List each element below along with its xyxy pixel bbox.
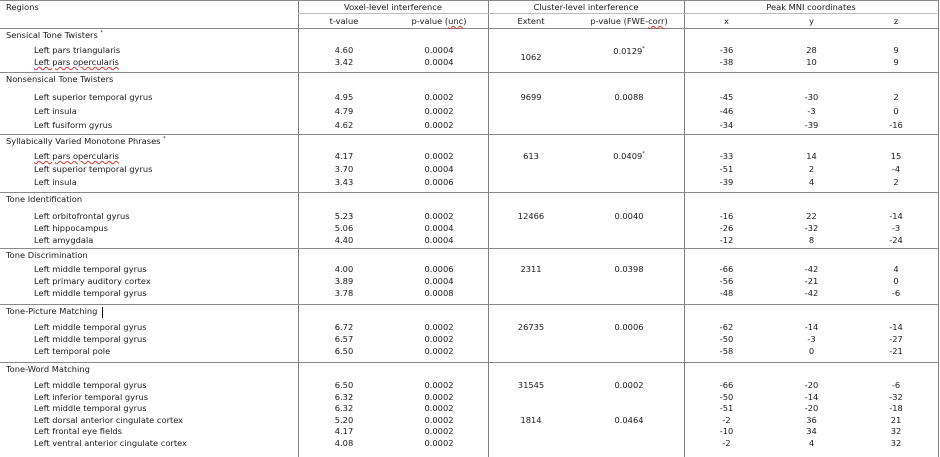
t-value-cell: 6.57 <box>334 334 354 344</box>
section-title-text: Syllabically Varied Monotone Phrases <box>6 136 161 146</box>
p-unc-cell: 0.0004 <box>424 57 454 67</box>
p-unc-cell: 0.0002 <box>424 438 454 448</box>
region-text: Left ventral anterior cingulate cortex <box>34 438 187 448</box>
region-text: Left orbitofrontal gyrus <box>34 211 130 221</box>
t-value-cell: 5.20 <box>334 415 354 425</box>
t-value-cell: 6.32 <box>334 392 354 402</box>
p-unc-cell: 0.0002 <box>424 322 454 332</box>
region-text: Left middle temporal gyrus <box>34 322 147 332</box>
y-coord-cell: -30 <box>804 92 819 102</box>
t-value-cell: 4.40 <box>334 235 354 245</box>
regions-header: Regions <box>6 2 39 12</box>
section-rule <box>0 248 939 249</box>
x-coord-cell: -50 <box>719 392 734 402</box>
extent-cell: 2311 <box>520 264 542 274</box>
t-value-cell: 6.50 <box>334 380 354 390</box>
x-coord-cell: -16 <box>719 211 734 221</box>
region-text: Left insula <box>34 106 77 116</box>
region-text: Left middle temporal gyrus <box>34 288 147 298</box>
t-value-cell: 3.89 <box>334 276 354 286</box>
t-value-cell: 3.42 <box>334 57 354 67</box>
region-label <box>34 346 110 357</box>
t-value-cell: 4.62 <box>334 120 354 130</box>
z-coord-cell: 9 <box>893 57 899 67</box>
t-value-cell: 3.43 <box>334 177 354 187</box>
y-coord-cell: 14 <box>806 151 817 161</box>
y-coord-cell: -3 <box>807 106 816 116</box>
p-unc-cell: 0.0002 <box>424 426 454 436</box>
z-coord-cell: 32 <box>890 426 902 436</box>
p-unc-suffix: ) <box>463 16 467 26</box>
section-title-text: Tone Discrimination <box>6 250 88 260</box>
significance-star: * <box>642 151 645 158</box>
region-text: Left middle temporal gyrus <box>34 403 147 413</box>
y-coord-cell: -32 <box>804 223 819 233</box>
z-coord-cell: 0 <box>893 106 899 116</box>
region-label <box>34 415 183 426</box>
extent-cell: 1814 <box>520 415 542 425</box>
p-unc-cell: 0.0002 <box>424 211 454 221</box>
y-coord-cell: 4 <box>808 438 815 448</box>
z-coord-cell: -4 <box>891 164 901 174</box>
extent-cell: 1062 <box>520 52 542 62</box>
region-text: Left superior temporal gyrus <box>34 164 153 174</box>
y-coord-cell: -3 <box>807 334 816 344</box>
section-rule <box>0 134 939 135</box>
region-label <box>34 264 147 275</box>
p-unc-cell: 0.0006 <box>424 264 454 274</box>
region-text: Left superior temporal gyrus <box>34 92 153 102</box>
region-label <box>34 92 152 103</box>
voxel-group-header: Voxel-level interference <box>344 2 442 12</box>
x-coord-cell: -45 <box>719 92 734 102</box>
p-unc-prefix: p-value ( <box>411 16 449 26</box>
extent-cell: 26735 <box>517 322 545 332</box>
region-label <box>34 426 122 437</box>
region-label <box>34 288 147 299</box>
x-coord-cell: -36 <box>719 45 734 55</box>
p-unc-cell: 0.0002 <box>424 403 454 413</box>
p-unc-cell: 0.0004 <box>424 276 454 286</box>
z-coord-cell: -18 <box>889 403 903 413</box>
region-label <box>34 322 147 333</box>
y-coord-cell: -42 <box>804 264 819 274</box>
p-unc-mark: unc <box>448 16 464 26</box>
t-value-cell: 3.70 <box>334 164 354 174</box>
z-coord-cell: -21 <box>889 346 903 356</box>
p-unc-cell: 0.0004 <box>424 164 454 174</box>
y-coord-cell: -21 <box>804 276 819 286</box>
region-text: Left fusiform gyrus <box>34 120 113 130</box>
p-unc-cell: 0.0002 <box>424 92 454 102</box>
y-coord-cell: 2 <box>808 164 815 174</box>
y-coord-cell: -20 <box>804 380 819 390</box>
extent-cell: 9699 <box>520 92 542 102</box>
region-text: Left inferior temporal gyrus <box>34 392 149 402</box>
p-unc-cell: 0.0002 <box>424 415 454 425</box>
x-coord-cell: -50 <box>719 334 734 344</box>
x-header: x <box>724 16 729 26</box>
t-value-cell: 4.08 <box>334 438 354 448</box>
extent-cell: 31545 <box>517 380 545 390</box>
section-rule <box>0 362 939 363</box>
extent-cell: 12466 <box>517 211 545 221</box>
p-fwe-value: 0.0409 <box>613 151 643 161</box>
z-coord-cell: 2 <box>893 92 899 102</box>
significance-star: * <box>163 136 166 143</box>
region-text: Left amygdala <box>34 235 94 245</box>
p-unc-cell: 0.0002 <box>424 346 454 356</box>
t-value-cell: 3.78 <box>334 288 354 298</box>
section-title-text: Tone-Picture Matching <box>6 306 98 316</box>
y-coord-cell: 28 <box>806 45 817 55</box>
t-value-cell: 5.06 <box>334 223 354 233</box>
region-label <box>34 403 147 414</box>
section-title-text: Sensical Tone Twisters <box>6 30 98 40</box>
y-coord-cell: -20 <box>804 403 819 413</box>
region-label <box>34 45 120 56</box>
z-coord-cell: 4 <box>893 264 899 274</box>
t-value-cell: 4.95 <box>334 92 354 102</box>
section-title <box>6 250 88 261</box>
section-title <box>6 74 113 85</box>
p-fwe-header <box>574 16 684 27</box>
t-value-cell: 4.17 <box>334 151 354 161</box>
p-fwe-cell <box>574 415 684 426</box>
significance-star: * <box>642 46 645 53</box>
region-label <box>34 151 119 162</box>
region-label <box>34 57 119 68</box>
x-coord-cell: -66 <box>719 264 734 274</box>
cluster-group-header: Cluster-level interference <box>533 2 639 12</box>
region-text: Left hippocampus <box>34 223 108 233</box>
p-unc-cell: 0.0002 <box>424 334 454 344</box>
region-label <box>34 438 187 449</box>
p-unc-cell: 0.0002 <box>424 380 454 390</box>
region-label <box>34 276 151 287</box>
t-value-cell: 6.72 <box>334 322 354 332</box>
p-unc-cell: 0.0002 <box>424 392 454 402</box>
region-text: Left dorsal anterior cingulate cortex <box>34 415 184 425</box>
region-text: Left frontal eye fields <box>34 426 122 436</box>
region-text: Left pars opercularis <box>34 151 119 161</box>
y-header: y <box>809 16 814 26</box>
region-label <box>34 334 147 345</box>
section-title-text: Tone-Word Matching <box>6 364 90 374</box>
y-coord-cell: 0 <box>808 346 815 356</box>
y-coord-cell: -14 <box>804 322 819 332</box>
y-coord-cell: 22 <box>806 211 817 221</box>
x-coord-cell: -66 <box>719 380 734 390</box>
p-fwe-cell <box>574 46 684 57</box>
region-text: Left middle temporal gyrus <box>34 380 147 390</box>
t-value-header: t-value <box>329 16 359 26</box>
y-coord-cell: 4 <box>808 177 815 187</box>
y-coord-cell: 8 <box>808 235 815 245</box>
p-unc-cell: 0.0002 <box>424 106 454 116</box>
region-label <box>34 235 93 246</box>
p-fwe-cell <box>574 322 684 333</box>
p-unc-header <box>390 16 488 27</box>
x-coord-cell: -58 <box>719 346 734 356</box>
section-title-text: Tone Identification <box>6 194 83 204</box>
section-rule <box>0 72 939 73</box>
z-coord-cell: 2 <box>893 177 899 187</box>
region-label <box>34 120 112 131</box>
significance-star: * <box>100 30 103 37</box>
column-rule <box>938 0 939 457</box>
x-coord-cell: -2 <box>722 438 731 448</box>
z-coord-cell: 32 <box>890 438 902 448</box>
p-fwe-value: 0.0006 <box>614 322 644 332</box>
section-rule <box>0 304 939 305</box>
z-coord-cell: 0 <box>893 276 899 286</box>
section-title <box>6 194 82 205</box>
section-title <box>6 306 97 317</box>
region-label <box>34 223 108 234</box>
x-coord-cell: -38 <box>719 57 734 67</box>
region-text: Left primary auditory cortex <box>34 276 151 286</box>
region-text: Left middle temporal gyrus <box>34 264 147 274</box>
y-coord-cell: 36 <box>806 415 817 425</box>
x-coord-cell: -62 <box>719 322 734 332</box>
t-value-cell: 4.79 <box>334 106 354 116</box>
x-coord-cell: -48 <box>719 288 734 298</box>
p-unc-cell: 0.0004 <box>424 235 454 245</box>
t-value-cell: 6.32 <box>334 403 354 413</box>
section-title <box>6 30 103 41</box>
x-coord-cell: -10 <box>719 426 734 436</box>
region-text: Left temporal pole <box>34 346 111 356</box>
z-coord-cell: 9 <box>893 45 899 55</box>
t-value-cell: 4.00 <box>334 264 354 274</box>
p-unc-cell: 0.0004 <box>424 223 454 233</box>
x-coord-cell: -2 <box>722 415 731 425</box>
p-fwe-value: 0.0088 <box>614 92 644 102</box>
t-value-cell: 4.60 <box>334 45 354 55</box>
x-coord-cell: -51 <box>719 164 734 174</box>
header-rule <box>0 0 939 1</box>
z-coord-cell: -6 <box>891 380 901 390</box>
z-coord-cell: 21 <box>890 415 902 425</box>
z-coord-cell: -14 <box>889 322 903 332</box>
region-label <box>34 380 147 391</box>
x-coord-cell: -56 <box>719 276 734 286</box>
p-fwe-cell <box>574 151 684 162</box>
p-fwe-cell <box>574 92 684 103</box>
x-coord-cell: -51 <box>719 403 734 413</box>
p-fwe-value: 0.0040 <box>614 211 644 221</box>
y-coord-cell: -39 <box>804 120 819 130</box>
z-coord-cell: -3 <box>891 223 901 233</box>
region-label <box>34 164 152 175</box>
p-unc-cell: 0.0006 <box>424 177 454 187</box>
region-text: Left pars opercularis <box>34 57 119 67</box>
p-fwe-prefix: p-value (FWE- <box>590 16 649 26</box>
p-unc-cell: 0.0002 <box>424 120 454 130</box>
x-coord-cell: -39 <box>719 177 734 187</box>
x-coord-cell: -46 <box>719 106 734 116</box>
z-coord-cell: -32 <box>889 392 903 402</box>
x-coord-cell: -33 <box>719 151 734 161</box>
p-fwe-value: 0.0464 <box>614 415 644 425</box>
section-title <box>6 136 166 147</box>
z-coord-cell: -27 <box>889 334 903 344</box>
z-coord-cell: -24 <box>889 235 903 245</box>
y-coord-cell: -42 <box>804 288 819 298</box>
x-coord-cell: -34 <box>719 120 734 130</box>
p-fwe-suffix: ) <box>664 16 668 26</box>
t-value-cell: 6.50 <box>334 346 354 356</box>
p-fwe-value: 0.0129 <box>613 46 643 56</box>
region-label <box>34 177 77 188</box>
t-value-cell: 4.17 <box>334 426 354 436</box>
section-title-text: Nonsensical Tone Twisters <box>6 74 114 84</box>
p-unc-cell: 0.0002 <box>424 151 454 161</box>
p-fwe-cell <box>574 211 684 222</box>
y-coord-cell: 34 <box>806 426 817 436</box>
region-label <box>34 106 77 117</box>
p-fwe-cell <box>574 380 684 391</box>
region-label <box>34 211 130 222</box>
region-text: Left insula <box>34 177 77 187</box>
p-fwe-value: 0.0002 <box>614 380 644 390</box>
header-rule <box>298 13 939 14</box>
p-fwe-mark: corr <box>648 16 665 26</box>
z-coord-cell: 15 <box>890 151 902 161</box>
text-cursor <box>102 307 103 318</box>
section-title <box>6 364 90 375</box>
z-header: z <box>893 16 899 26</box>
header-rule <box>0 28 939 29</box>
peak-group-header: Peak MNI coordinates <box>766 2 856 12</box>
y-coord-cell: -14 <box>804 392 819 402</box>
y-coord-cell: 10 <box>806 57 817 67</box>
z-coord-cell: -6 <box>891 288 901 298</box>
p-unc-cell: 0.0004 <box>424 45 454 55</box>
t-value-cell: 5.23 <box>334 211 354 221</box>
region-label <box>34 392 148 403</box>
x-coord-cell: -12 <box>719 235 734 245</box>
region-text: Left middle temporal gyrus <box>34 334 147 344</box>
extent-header: Extent <box>517 16 545 26</box>
region-text: Left pars triangularis <box>34 45 121 55</box>
p-unc-cell: 0.0008 <box>424 288 454 298</box>
x-coord-cell: -26 <box>719 223 734 233</box>
p-fwe-cell <box>574 264 684 275</box>
section-rule <box>0 192 939 193</box>
p-fwe-value: 0.0398 <box>614 264 644 274</box>
z-coord-cell: -16 <box>889 120 903 130</box>
extent-cell: 613 <box>523 151 539 161</box>
z-coord-cell: -14 <box>889 211 903 221</box>
